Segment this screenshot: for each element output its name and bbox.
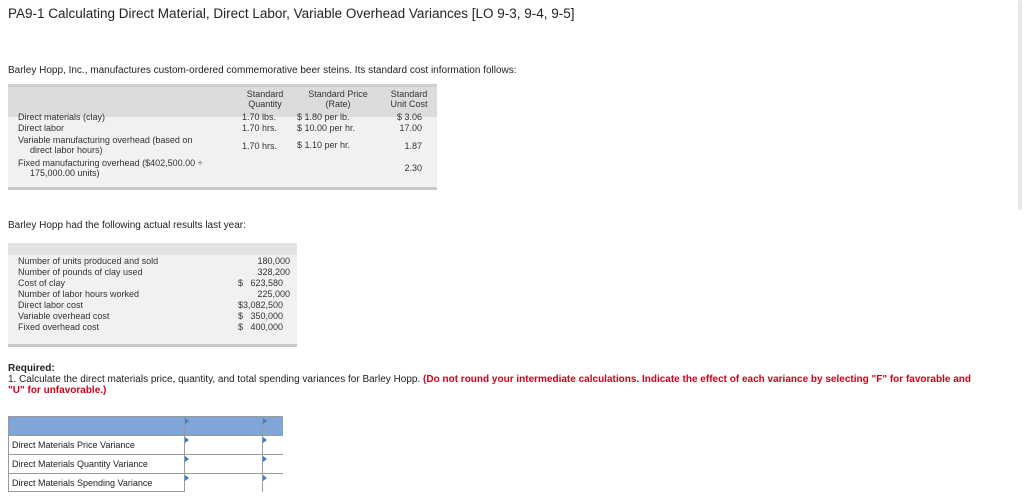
row-cost-direct-materials: $ 3.06 [396, 112, 422, 122]
header-standard-price: Standard Price (Rate) [308, 89, 368, 109]
actual-label-pounds-clay: Number of pounds of clay used [18, 267, 143, 277]
actual-value-pounds-clay: 328,200 [257, 267, 290, 277]
row-cost-direct-labor: 17.00 [399, 123, 422, 133]
answer-label-quantity-variance: Direct Materials Quantity Variance [12, 459, 148, 469]
answer-row-spending-variance [9, 473, 282, 492]
price-variance-amount-input[interactable] [184, 436, 263, 454]
standard-cost-table [8, 84, 437, 190]
answer-table-header [9, 417, 282, 435]
row-qty-variable-overhead: 1.70 hrs. [242, 141, 278, 151]
row-label-direct-labor: Direct labor [18, 123, 65, 133]
header-standard-unit-cost: Standard Unit Cost [390, 89, 428, 109]
row-label-variable-overhead: Variable manufacturing overhead (based on direct labor hours) [18, 135, 193, 155]
page-scrollbar[interactable] [1018, 0, 1022, 210]
row-price-variable-overhead: $ 1.10 per hr. [297, 140, 351, 150]
row-qty-direct-labor: 1.70 hrs. [242, 123, 278, 133]
spending-variance-fu-select[interactable] [262, 474, 283, 492]
actual-value-labor-hours: 225,000 [257, 289, 290, 299]
row-label-fixed-overhead: Fixed manufacturing overhead ($402,500.00 ÷ 175,000.00 units) [18, 158, 203, 178]
intro-text: Barley Hopp, Inc., manufactures custom-ordered commemorative beer steins. Its standard cost information follows: [8, 65, 517, 76]
actual-label-units: Number of units produced and sold [18, 256, 159, 266]
answer-label-price-variance: Direct Materials Price Variance [12, 440, 135, 450]
actual-value-fixed-overhead: $ 400,000 [238, 322, 284, 332]
price-variance-fu-select[interactable] [262, 436, 283, 454]
quantity-variance-amount-input[interactable] [184, 455, 263, 473]
actual-results-intro: Barley Hopp had the following actual results last year: [8, 220, 246, 231]
spending-variance-amount-input[interactable] [184, 474, 263, 492]
page-title: PA9-1 Calculating Direct Material, Direct Labor, Variable Overhead Variances [LO 9-3, 9-4, 9-5] [8, 6, 575, 21]
row-label-direct-materials: Direct materials (clay) [18, 112, 106, 122]
answer-row-quantity-variance [9, 454, 282, 473]
actual-results-table [8, 243, 297, 347]
actual-label-fixed-overhead: Fixed overhead cost [18, 322, 100, 332]
required-section [8, 363, 988, 396]
actual-label-variable-overhead: Variable overhead cost [18, 311, 110, 321]
required-heading: Required: [8, 363, 55, 374]
answer-label-spending-variance: Direct Materials Spending Variance [12, 478, 153, 488]
required-question: 1. Calculate the direct materials price, quantity, and total spending variances for Barley Hopp. [8, 374, 424, 385]
required-instruction: (Do not round your intermediate calculations. Indicate the effect of each variance by selecting "F" for favorable and "U" for unfavorable.) [8, 374, 971, 396]
actual-label-labor-hours: Number of labor hours worked [18, 289, 140, 299]
actual-value-cost-clay: $ 623,580 [238, 278, 284, 288]
actual-label-labor-cost: Direct labor cost [18, 300, 84, 310]
row-qty-direct-materials: 1.70 lbs. [242, 112, 277, 122]
row-price-direct-materials: $ 1.80 per lb. [297, 112, 350, 122]
answer-table [8, 416, 283, 492]
quantity-variance-fu-select[interactable] [262, 455, 283, 473]
actual-value-units: 180,000 [257, 256, 290, 266]
answer-row-price-variance [9, 435, 282, 454]
row-price-direct-labor: $ 10.00 per hr. [297, 123, 356, 133]
row-cost-fixed-overhead: 2.30 [404, 163, 422, 173]
actual-label-cost-clay: Cost of clay [18, 278, 66, 288]
actual-value-labor-cost: $3,082,500 [238, 300, 284, 310]
header-standard-quantity: Standard Quantity [246, 89, 284, 109]
actual-value-variable-overhead: $ 350,000 [238, 311, 284, 321]
row-cost-variable-overhead: 1.87 [404, 141, 422, 151]
